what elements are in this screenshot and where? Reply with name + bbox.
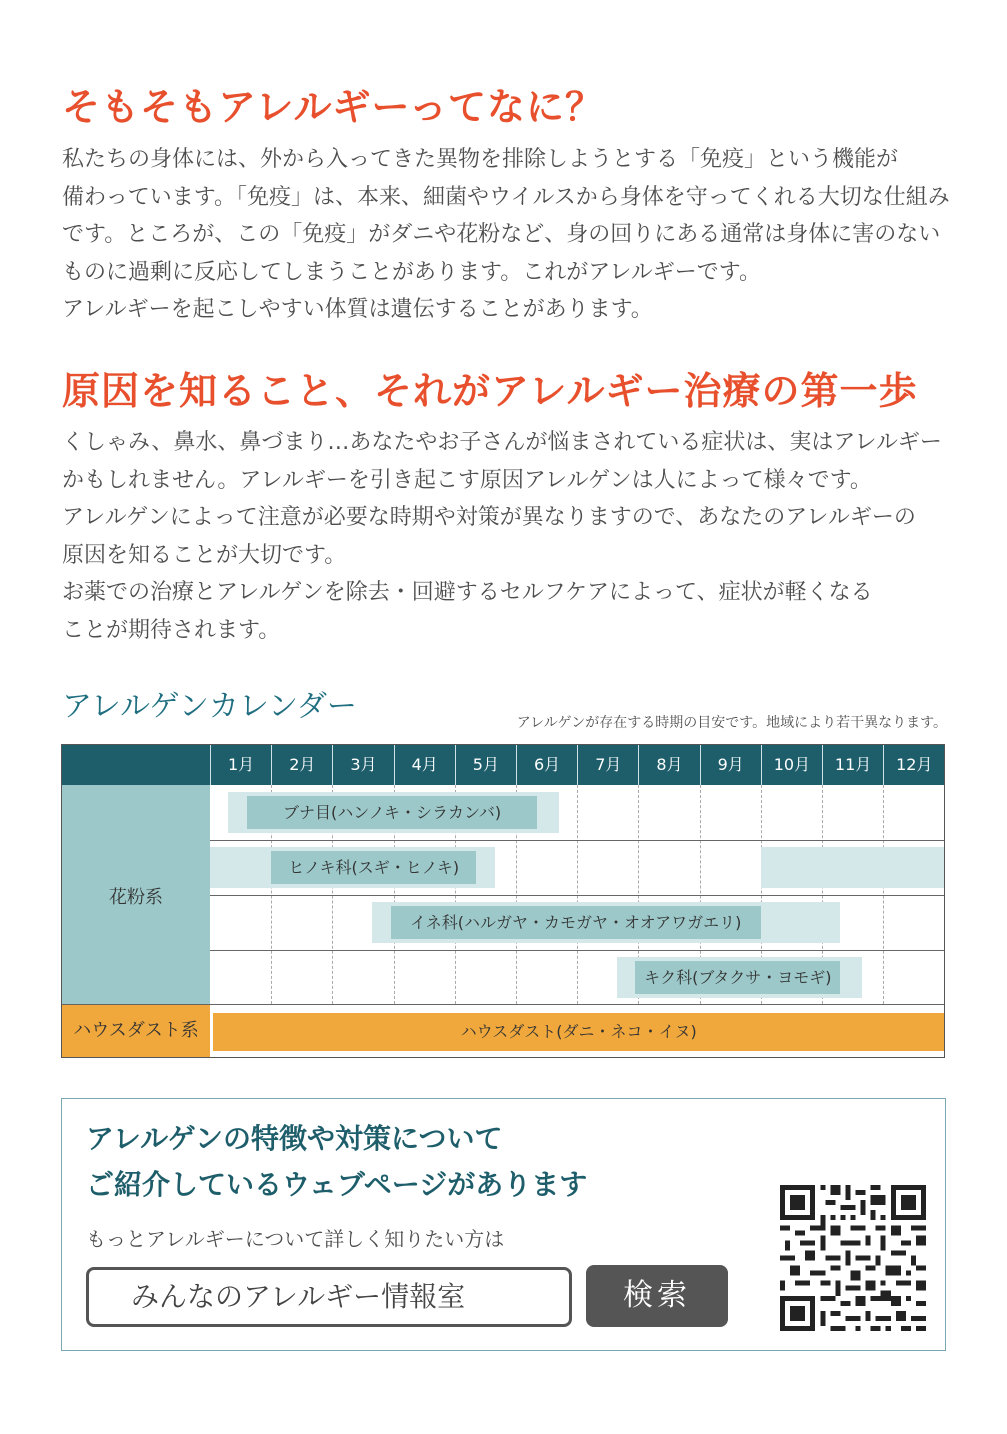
paragraph-line: 私たちの身体には、外から入ってきた異物を排除しようとする「免疫」という機能が [62, 147, 899, 172]
dust-category-label: ハウスダスト系 [62, 1005, 210, 1057]
paragraph-line: かもしれません。アレルギーを引き起こす原因アレルゲンは人によって様々です。 [62, 467, 872, 493]
paragraph-line: くしゃみ、鼻水、鼻づまり…あなたやお子さんが悩まされている症状は、実はアレルギー [62, 430, 942, 455]
section-divider [62, 1004, 944, 1005]
allergen-period-bar: ブナ目(ハンノキ・シラカンバ) [247, 796, 538, 829]
info-subtitle: もっとアレルギーについて詳しく知りたい方は [86, 1227, 505, 1251]
search-input[interactable]: みんなのアレルギー情報室 [86, 1267, 572, 1327]
month-header: 4月 [394, 745, 455, 785]
month-header: 8月 [638, 745, 699, 785]
search-button[interactable]: 検索 [586, 1265, 728, 1327]
paragraph-line: アレルギーを起こしやすい体質は遺伝することがあります。 [62, 297, 653, 322]
month-header: 3月 [332, 745, 393, 785]
paragraph-line: 備わっています。「免疫」は、本来、細菌やウイルスから身体を守ってくれる大切な仕組み [62, 184, 950, 210]
month-header: 5月 [455, 745, 516, 785]
section1-heading: そもそもアレルギーってなに？ [62, 85, 605, 129]
paragraph-line: お薬での治療とアレルゲンを除去・回避するセルフケアによって、症状が軽くなる [62, 580, 873, 605]
allergen-period-bar: キク科(ブタクサ・ヨモギ) [635, 961, 840, 994]
row-divider [210, 950, 944, 951]
section2-heading: 原因を知ること、それがアレルギー治療の第一歩 [62, 369, 918, 413]
section1-paragraph [62, 141, 952, 329]
calendar-title: アレルゲンカレンダー [62, 689, 357, 724]
month-header: 1月 [210, 745, 271, 785]
house-dust-bar: ハウスダスト(ダニ・ネコ・イヌ) [213, 1013, 944, 1051]
paragraph-line: ものに過剰に反応してしまうことがあります。これがアレルギーです。 [62, 259, 762, 285]
section2-paragraph [62, 424, 952, 649]
paragraph-line: ことが期待されます。 [62, 617, 281, 643]
allergen-period-bar: イネ科(ハルガヤ・カモガヤ・オオアワガエリ) [391, 906, 761, 939]
paragraph-line: です。ところが、この「免疫」がダニや花粉など、身の回りにある通常は身体に害のない [62, 222, 941, 247]
pollen-category-cell [62, 785, 210, 1004]
calendar-month-header [62, 745, 944, 785]
month-header: 2月 [271, 745, 332, 785]
info-title-line2: ご紹介しているウェブページがあります [86, 1168, 588, 1201]
pollen-category-label: 花粉系 [109, 887, 163, 908]
paragraph-line: 原因を知ることが大切です。 [62, 542, 347, 568]
month-header: 7月 [577, 745, 638, 785]
qr-code-icon[interactable] [780, 1185, 926, 1331]
allergen-calendar [61, 744, 945, 1058]
paragraph-line: アレルゲンによって注意が必要な時期や対策が異なりますので、あなたのアレルギーの [62, 505, 916, 530]
allergen-period-bar: ヒノキ科(スギ・ヒノキ) [271, 851, 476, 884]
month-header: 11月 [822, 745, 883, 785]
row-divider [210, 840, 944, 841]
row-divider [210, 895, 944, 896]
calendar-note: アレルゲンが存在する時期の目安です。地域により若干異なります。 [516, 715, 947, 731]
info-title-line1: アレルゲンの特徴や対策について [86, 1122, 503, 1155]
month-header: 9月 [700, 745, 761, 785]
month-header: 6月 [516, 745, 577, 785]
month-header: 10月 [761, 745, 822, 785]
period-bar-light [761, 847, 945, 888]
info-box [61, 1098, 946, 1351]
month-header: 12月 [883, 745, 944, 785]
